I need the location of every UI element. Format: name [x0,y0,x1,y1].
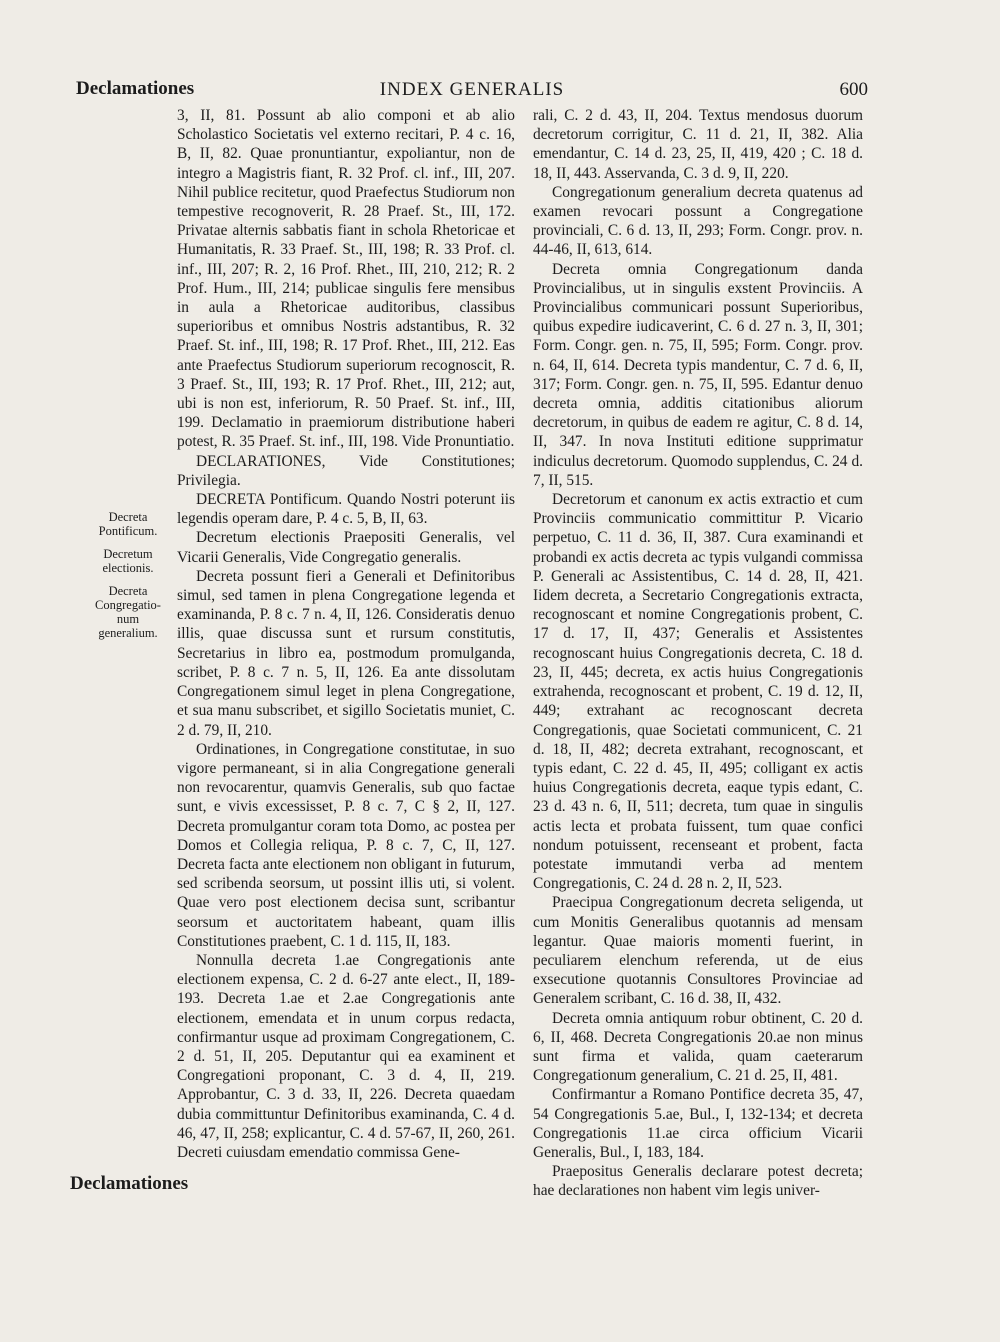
margin-note-line: Congregatio- [95,598,161,612]
entry-paragraph: DECRETA Pontificum. Quando Nostri poterunt iis legendis operam dare, P. 4 c. 5, B, II, 63. [177,491,515,528]
margin-note-decreta-pontificum [76,510,180,538]
entry-paragraph: Praepositus Generalis declarare potest decreta; hae declarationes non habent vim legis univer- [533,1163,863,1200]
entry-paragraph: Congregationum generalium decreta quatenus ad examen revocari possunt a Congregatione provinciali, C. 6 d. 13, II, 293; Form. Congr. prov. n. 44-46, II, 613, 614. [533,183,863,259]
footer-keyword: Declamationes [70,1173,189,1194]
entry-paragraph: Decretorum et canonum ex actis extractio et cum Provinciis communicatio committitur P. Vicario perpetuo, C. 11 d. 36, II, 387. Cura examinandi et probandi ex actis decreta ac typis vulgandi commissa P. Generali ac Assistentibus, C. 14 d. 28, II, 421. Iidem decreta, a Secretario Congregationis extracta, recognoscant et nomine Congregationis probent, C. 17 d. 17, II, 437; Generalis et Assistentes recognoscant huius Congregationis decreta, C. 18 d. 23, II, 445; decreta, ex actis huius Congregationis extrahenda, recognoscant et probent, C. 19 d. 12, II, 449; extrahant ac recognoscant decreta Congregationis, quae Societati communicent, C. 21 d. 18, II, 482; decreta extrahant, recognoscant, et typis edant, C. 22 d. 45, II, 495; colligant ex actis huius Congregationis decreta, eaque typis edant, C. 23 d. 43 n. 6, II, 511; decreta, tum quae in singulis actis lecta et probata fuissent, tum quae confici nondum potuissent, recenseant et probent, facta potestate immutandi verba ad mentem Congregationis, C. 24 d. 28 n. 2, II, 523. [533,491,863,893]
entry-paragraph: rali, C. 2 d. 43, II, 204. Textus mendosus duorum decretorum corrigitur, C. 11 d. 21, II, 382. Alia emendantur, C. 14 d. 23, 25, II, 419, 420 ; C. 18 d. 18, II, 443. Asservanda, C. 3 d. 9, II, 220. [533,107,863,182]
entry-paragraph: Praecipua Congregationum decreta seligenda, ut cum Monitis Generalibus quotannis ad mensam legantur. Quae maioris momenti fuerint, in peculiarem elenchum referenda, ut de eius exsecutione quotannis Consultores Provinciae ad Generalem scribant, C. 16 d. 38, II, 432. [533,894,863,1008]
left-column [177,106,515,1162]
page-number: 600 [839,79,868,100]
margin-note-line: num [116,612,140,626]
entry-paragraph: Confirmantur a Romano Pontifice decreta 35, 47, 54 Congregationis 5.ae, Bul., I, 132-134; et decreta Congregationis 11.ae circa officium Vicarii Generalis, Bul., I, 183, 184. [533,1086,863,1161]
margin-note-line: Decreta [108,584,148,598]
margin-note-line: Pontificum. [98,524,158,538]
margin-note-line: electionis. [102,561,154,575]
right-column [533,106,863,1201]
entry-paragraph: Decreta omnia Congregationum danda Provincialibus, ut in singulis exstent Provinciis. A Provincialibus communicari possunt Superioribus, quibus expedire iudicaverint, C. 6 d. 27 n. 3, II, 301; Form. Congr. gen. n. 75, II, 595; Form. Congr. prov. n. 64, II, 614. Decreta typis mandentur, C. 7 d. 6, II, 317; Form. Congr. gen. n. 75, II, 595. Edantur denuo decreta omnia, additis citationibus aliorum decretorum, in quibus de eadem re agitur, C. 8 d. 14, II, 347. In nova Instituti editione supprimatur indiculus decretorum. Quomodo supplendus, C. 24 d. 7, II, 515. [533,260,863,489]
entry-paragraph: DECLARATIONES, Vide Constitutiones; Privilegia. [177,452,515,489]
margin-note-line: generalium. [98,626,158,640]
entry-paragraph: Decreta omnia antiquum robur obtinent, C. 20 d. 6, II, 468. Decreta Congregationis 20.ae non minus sunt firma et valida, quam caeterarum Congregationum generalium, C. 21 d. 25, II, 481. [533,1009,863,1085]
header-title: INDEX GENERALIS [379,79,565,100]
entry-paragraph: Decreta possunt fieri a Generali et Definitoribus simul, sed tamen in plena Congregatione legenda et examinanda, P. 8 c. 7 n. 4, II, 126. Consideratis denuo illis, quae discussa sunt et rursum constitutis, Secretarius in libro ea, postmodum promulganda, scribet, P. 8 c. 7 n. 5, II, 126. Ea ante dissolutam Congregationem simul leget in plena Congregatione, et sua manu subscribet, et sigillo Societatis muniet, C. 2 d. 79, II, 210. [177,567,515,739]
entry-paragraph: 3, II, 81. Possunt ab alio componi et ab alio Scholastico Societatis vel externo recitari, P. 4 c. 16, B, II, 82. Quae pronuntiantur, expoliantur, non de integro a Magistris fiant, R. 32 Prof. cl. inf., III, 207. Nihil publice recitetur, quod Praefectus Studiorum non tempestive recognoverit, R. 28 Praef. St., III, 172. Privatae alternis sabbatis fiant in schola Rhetoricae et Humanitatis, R. 33 Praef. St., III, 198; R. 33 Prof. cl. inf., III, 207; R. 2, 16 Prof. Rhet., III, 210, 212; R. 2 Prof. Hum., III, 214; publicae singulis fere mensibus in aula a Rhetoricae auditoribus, classibus superioribus et omnibus Nostris adstantibus, R. 32 Praef. St. inf., III, 198; R. 17 Prof. Rhet., III, 212. Eas ante Praefectus Studiorum superiorum recognoscit, R. 3 Praef. St., III, 193; R. 17 Prof. Rhet., III, 212; aut, ubi is non est, inferiorum, R. 50 Praef. St. inf., III, 199. Declamatio in praemiorum distributione haberi potest, R. 35 Praef. St. inf., III, 198. Vide Pronuntiatio. [177,107,515,451]
margin-note-decretum-electionis [76,547,180,575]
entry-paragraph: Nonnulla decreta 1.ae Congregationis ante electionem expensa, C. 2 d. 6-27 ante elect., II, 189-193. Decreta 1.ae et 2.ae Congregationis ante electionem, emendata et in unum corpus redacta, confirmantur usque ad proximam Congregationem, C. 2 d. 51, II, 205. Deputantur qui ea examinent et Congregationi proponant, C. 3 d. 4, II, 219. Approbantur, C. 3 d. 33, II, 226. Decreta quaedam dubia committuntur Definitoribus examinanda, C. 4 d. 46, 47, II, 258; explicantur, C. 4 d. 57-67, II, 260, 261. Decreti cuiusdam emendatio commissa Gene- [177,951,515,1161]
margin-note-decreta-congregationum [76,584,180,640]
entry-paragraph: Ordinationes, in Congregatione constitutae, in suo vigore permaneant, si in alia Congregatione generali non revocarentur, quamvis Generalis, sub quo factae sunt, e vivis excessisset, P. 8 c. 7, C § 2, II, 127. Decreta promulgantur coram tota Domo, ac postea per Domos et Collegia reliqua, P. 8 c. 7, C, II, 127. Decreta facta ante electionem non obligant in futurum, sed scribenda seorsum, ut possint illis uti, si volent. Quae vero post electionem decisa sunt, scribantur seorsum et auctoritatem habeant, quam illis Constitutiones praebent, C. 1 d. 115, II, 183. [177,740,515,950]
margin-note-line: Decreta [108,510,148,524]
header-keyword: Declamationes [76,78,195,99]
margin-note-line: Decretum [103,547,153,561]
margin-notes [76,510,180,649]
running-header [76,78,868,104]
entry-paragraph: Decretum electionis Praepositi Generalis, vel Vicarii Generalis, Vide Congregatio generalis. [177,529,515,566]
